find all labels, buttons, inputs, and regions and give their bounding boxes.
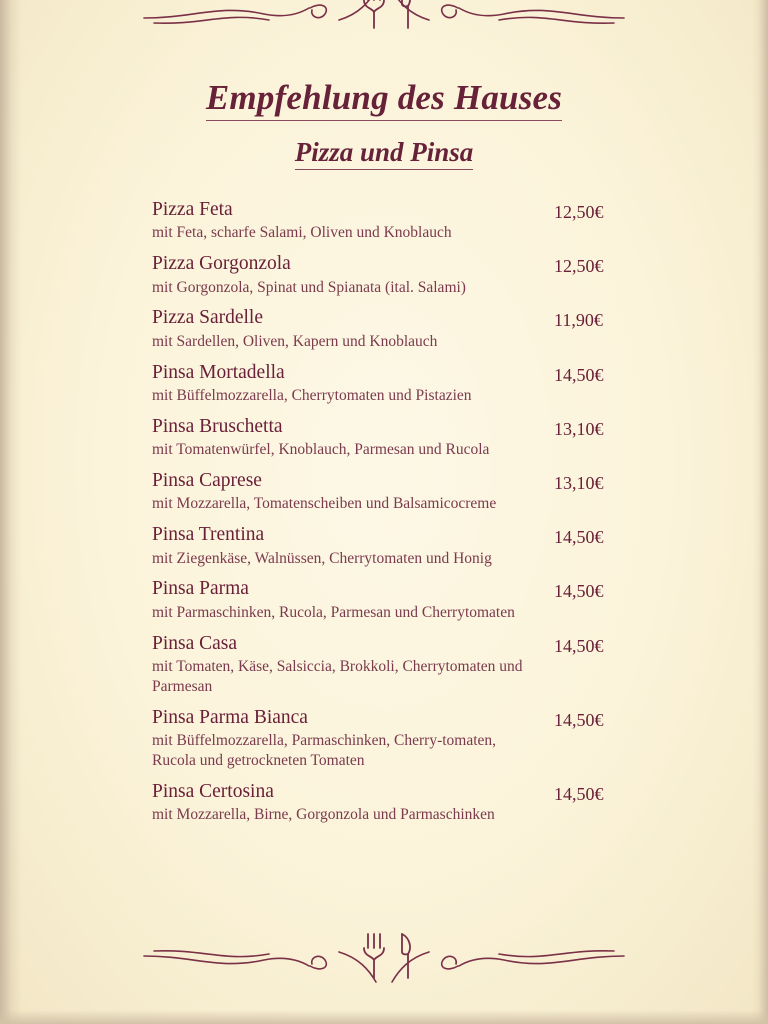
item-price: 12,50€: [554, 256, 604, 277]
item-name: Pinsa Parma: [152, 578, 249, 600]
cutlery-flourish-icon: [124, 0, 644, 40]
item-description: mit Tomatenwürfel, Knoblauch, Parmesan und Rucola: [152, 441, 490, 459]
menu-item: [152, 523, 622, 568]
item-name: Pinsa Parma Bianca: [152, 706, 308, 728]
item-name: Pinsa Casa: [152, 632, 238, 654]
page-subtitle: Pizza und Pinsa: [295, 137, 474, 170]
item-description: mit Büffelmozzarella, Cherrytomaten und Pistazien: [152, 386, 472, 404]
item-price: 13,10€: [554, 473, 604, 494]
item-name: Pizza Feta: [152, 199, 233, 220]
item-price: 14,50€: [554, 581, 604, 602]
menu-item-list: [152, 198, 622, 834]
item-description: mit Mozzarella, Birne, Gorgonzola und Parmaschinken: [152, 806, 495, 824]
item-price: 12,50€: [554, 202, 604, 222]
item-description: mit Sardellen, Oliven, Kapern und Knoblauch: [152, 332, 438, 350]
item-name: Pizza Gorgonzola: [152, 253, 291, 275]
item-price: 14,50€: [554, 783, 604, 804]
item-price: 13,10€: [554, 418, 604, 439]
menu-item: [152, 306, 622, 351]
item-description: mit Tomaten, Käse, Salsiccia, Brokkoli, Cherrytomaten und Parmesan: [152, 658, 523, 695]
item-description: mit Parmaschinken, Rucola, Parmesan und Cherrytomaten: [152, 603, 515, 621]
item-name: Pizza Sardelle: [152, 307, 263, 329]
menu-item: [152, 252, 622, 297]
item-price: 14,50€: [554, 709, 604, 730]
item-price: 14,50€: [554, 364, 604, 385]
item-price: 14,50€: [554, 635, 604, 656]
menu-item: [152, 415, 622, 460]
menu-item: [152, 198, 622, 243]
menu-item: [152, 361, 622, 406]
menu-item: [152, 469, 622, 514]
item-description: mit Feta, scharfe Salami, Oliven und Knoblauch: [152, 224, 452, 242]
item-description: mit Ziegenkäse, Walnüssen, Cherrytomaten und Honig: [152, 549, 492, 567]
cutlery-flourish-icon: [124, 930, 644, 986]
menu-item: [152, 632, 622, 697]
item-price: 14,50€: [554, 527, 604, 548]
menu-item: [152, 706, 622, 771]
item-name: Pinsa Bruschetta: [152, 415, 283, 437]
menu-header: [0, 78, 768, 170]
item-description: mit Gorgonzola, Spinat und Spianata (ital. Salami): [152, 278, 466, 296]
menu-item: [152, 577, 622, 622]
item-description: mit Büffelmozzarella, Parmaschinken, Cherry-tomaten, Rucola und getrockneten Tomaten: [152, 732, 497, 769]
item-name: Pinsa Caprese: [152, 470, 262, 492]
menu-item: [152, 780, 622, 825]
page-title: Empfehlung des Hauses: [206, 78, 562, 121]
item-name: Pinsa Trentina: [152, 524, 265, 546]
item-description: mit Mozzarella, Tomatenscheiben und Balsamicocreme: [152, 495, 497, 513]
item-name: Pinsa Mortadella: [152, 361, 285, 383]
item-name: Pinsa Certosina: [152, 780, 274, 802]
item-price: 11,90€: [554, 310, 603, 331]
